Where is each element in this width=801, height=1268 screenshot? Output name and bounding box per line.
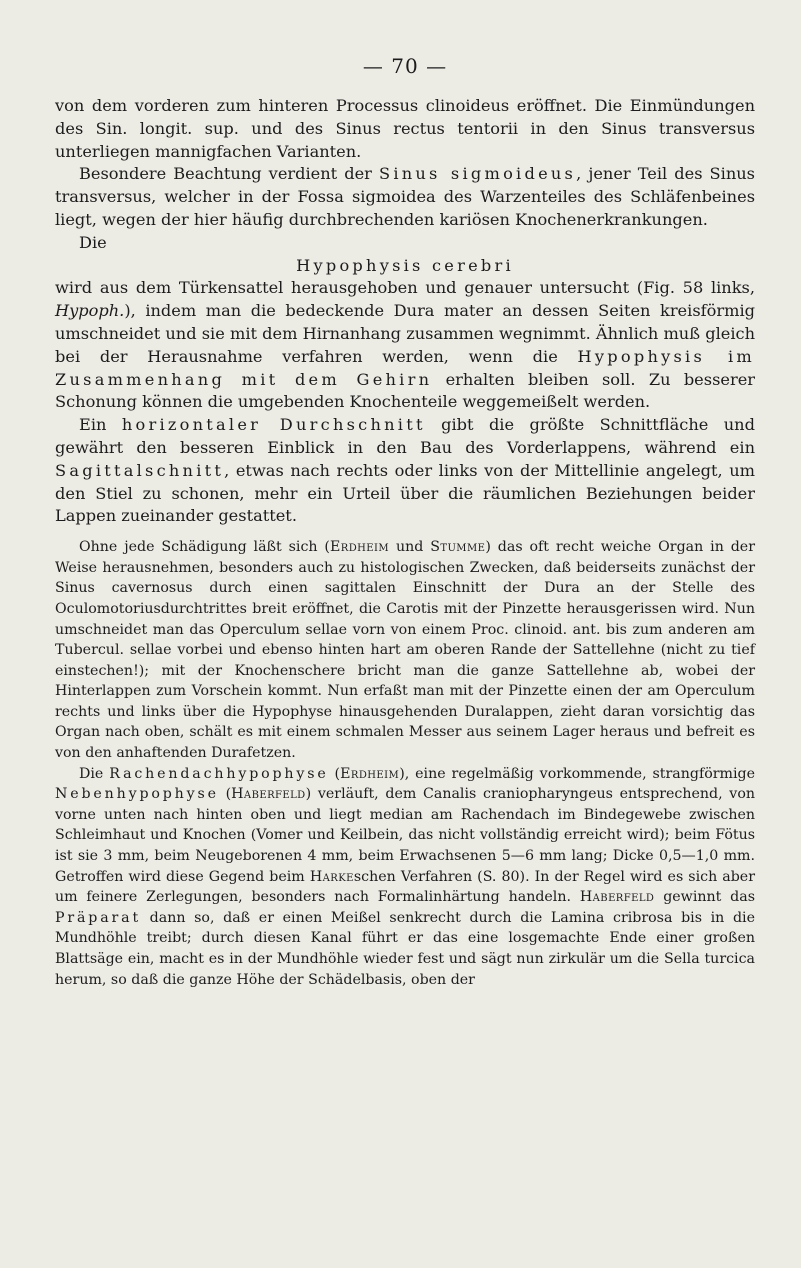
term-sinus-sigmoideus: Sinus sigmoideus — [378, 164, 577, 184]
term-sagittalschnitt: Sagittalschnitt — [55, 460, 225, 480]
author-harke: Harke — [309, 868, 354, 885]
paragraph-4: wird aus dem Türkensattel herausgehoben und genauer untersucht (Fig. 58 links, Hypoph.), indem man die bedeckende Dura mater an dessen Seiten kreisförmig umschneidet und sie mit dem Hirnanhang zusammen wegnimmt. Ähnlich muß gleich bei der Herausnahme verfahren werden, wenn die Hypophysis im Zusammenhang mit dem Gehirn erhalten bleiben soll. Zu besserer Schonung können die umgebenden Knochenteile weggemeißelt werden. — [55, 278, 756, 412]
italic-ref: Hypoph. — [55, 301, 125, 321]
page — [55, 54, 755, 990]
body-text-small — [55, 537, 755, 990]
paragraph-1: von dem vorderen zum hinteren Processus clinoideus eröffnet. Die Einmündungen des Sin. longit. sup. und des Sinus rectus tentorii in den Sinus transversus unterliegen mannigfachen Varianten. — [55, 96, 755, 161]
author-stumme: Stumme — [430, 539, 486, 556]
page-number: — 70 — — [362, 54, 448, 78]
paragraph-7: Die Rachendachhypophyse (Erdheim), eine regelmäßig vorkommende, strangförmige Nebenhypophyse (Haberfeld) verläuft, dem Canalis craniopharyngeus entsprechend, von vorne unten nach hinten oben und liegt median am Rachendach im Bindegewebe zwischen Schleimhaut und Knochen (Vomer und Keilbein, das nicht vollständig erreicht wird); beim Fötus ist sie 3 mm, beim Neugeborenen 4 mm, beim Erwachsenen 5—6 mm lang; Dicke 0,5—1,0 mm. Getroffen wird diese Gegend beim Harkeschen Verfahren (S. 80). In der Regel wird es sich aber um feinere Zerlegungen, besonders nach Formalinhärtung handeln. Haberfeld gewinnt das Präparat dann so, daß er einen Meißel senkrecht durch die Lamina cribrosa bis in die Mundhöhle treibt; durch diesen Kanal führt er das eine losgemachte Ende einer großen Blattsäge ein, macht es in der Mundhöhle wieder fest und sägt nun zirkulär um die Sella turcica herum, so daß die ganze Höhe der Schädelbasis, oben der — [55, 765, 756, 988]
term-nebenhypophyse: Nebenhypophyse — [55, 786, 219, 803]
author-haberfeld-2: Haberfeld — [579, 889, 655, 906]
author-haberfeld: Haberfeld — [231, 786, 306, 803]
author-erdheim: Erdheim — [329, 539, 390, 556]
section-heading: Hypophysis cerebri — [296, 255, 514, 275]
paragraph-2: Besondere Beachtung verdient der Sinus sigmoideus, jener Teil des Sinus transversus, welcher in der Fossa sigmoidea des Warzenteiles des Schläfenbeines liegt, wegen der hier häufig durchbrechenden kariösen Knochenerkrankungen. — [55, 164, 755, 229]
paragraph-3: Die — [79, 232, 107, 252]
spacer — [55, 528, 755, 537]
term-praeparat: Präparat — [55, 909, 141, 926]
body-text-large — [55, 95, 755, 528]
paragraph-5: Ein horizontaler Durchschnitt gibt die größte Schnittfläche und gewährt den besseren Einblick in den Bau des Vorderlappens, während ein Sagittalschnitt, etwas nach rechts oder links von der Mittellinie angelegt, um den Stiel zu schonen, mehr ein Urteil über die räumlichen Beziehungen beider Lappen zueinander gestattet. — [55, 415, 755, 526]
paragraph-6: Ohne jede Schädigung läßt sich (Erdheim und Stumme) das oft recht weiche Organ in der Weise herausnehmen, besonders auch zu histologischen Zwecken, daß beiderseits zunächst der Sinus cavernosus durch einen sagittalen Einschnitt der Dura an der Stelle des Oculomotoriusdurchtrittes breit eröffnet, die Carotis mit der Pinzette herausgerissen wird. Nun umschneidet man das Operculum sellae vorn von einem Proc. clinoid. ant. bis zum anderen am Tubercul. sellae vorbei und ebenso hinten hart am oberen Rande der Sattellehne (nicht zu tief einstechen!); mit der Knochenschere bricht man die ganze Sattellehne ab, wobei der Hinterlappen zum Vorschein kommt. Nun erfaßt man mit der Pinzette einen der am Operculum rechts und links über die Hypophyse hinausgehenden Duralappen, zieht daran vorsichtig das Organ nach oben, schält es mit einem schmalen Messer aus seinem Lager heraus und befreit es von den anhaftenden Durafetzen. — [55, 539, 755, 762]
author-erdheim-2: Erdheim — [340, 765, 400, 782]
term-horizontaler-durchschnitt: horizontaler Durchschnitt — [121, 415, 426, 435]
term-rachendachhypophyse: Rachendachhypophyse — [109, 765, 329, 782]
term-hypophysis-zusammenhang: Hypophysis im Zusammenhang mit dem Gehirn — [55, 346, 756, 389]
